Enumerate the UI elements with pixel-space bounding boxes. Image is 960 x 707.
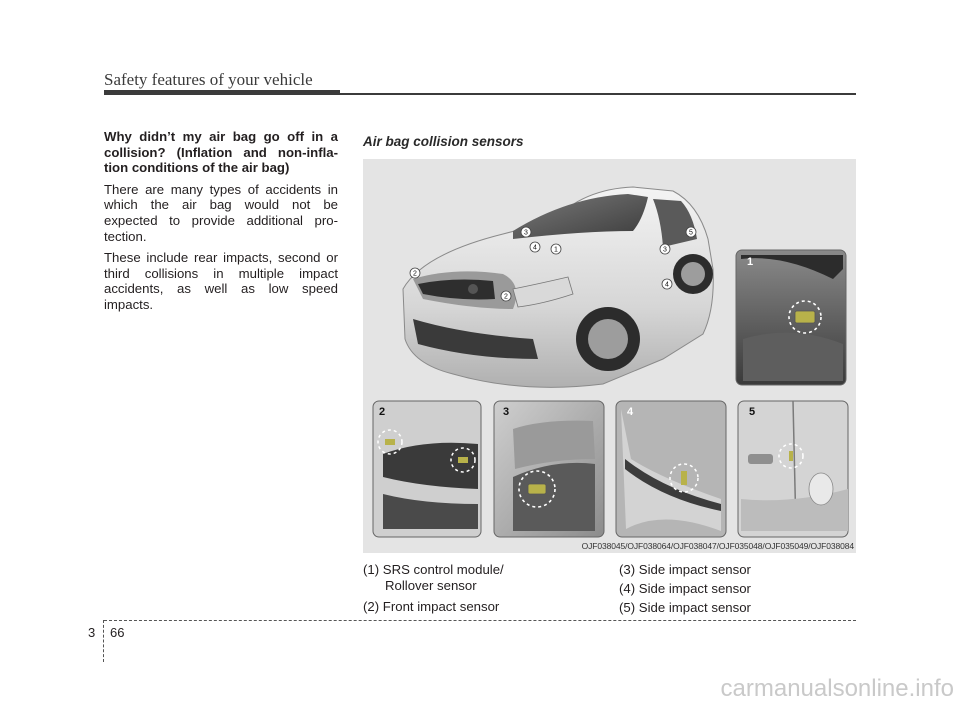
svg-text:5: 5: [749, 406, 756, 418]
legend-item-4: (4) Side impact sensor: [619, 581, 751, 596]
sensor-illustration: [363, 159, 856, 553]
legend-item-1: (1) SRS control module/: [363, 562, 504, 577]
svg-text:4: 4: [627, 406, 634, 418]
header-rule-thin: [340, 93, 856, 95]
svg-text:3: 3: [524, 229, 528, 237]
left-column: [104, 129, 338, 319]
svg-text:3: 3: [503, 406, 510, 418]
faq-paragraph-1: There are many types of accidents in which the air bag would not be expected to provide additional pro- tection.: [104, 181, 338, 244]
page-number: 66: [110, 625, 125, 640]
marker-2-left: [410, 268, 420, 278]
legend-right: [619, 560, 751, 617]
footer-vertical-rule: [103, 620, 104, 662]
faq-paragraph-2: These include rear impacts, second or third collisions in multiple impact accidents, as well as low speed impacts.: [104, 250, 338, 312]
marker-3-hood: [521, 227, 531, 237]
detail-panel-1: [736, 250, 846, 385]
svg-text:4: 4: [533, 244, 537, 252]
detail-panel-2: [373, 401, 481, 537]
marker-2-right: [501, 291, 511, 301]
legend-left: [363, 560, 504, 616]
svg-text:2: 2: [504, 293, 508, 301]
svg-text:2: 2: [413, 270, 417, 278]
marker-4-hood: [530, 242, 540, 252]
sensor-illustration-graphic: [363, 159, 856, 553]
section-title: Air bag collision sensors: [363, 134, 524, 149]
legend-item-2: (2) Front impact sensor: [363, 599, 500, 614]
marker-3-side: [660, 244, 670, 254]
legend-item-1-cont: Rollover sensor: [385, 578, 477, 593]
svg-text:3: 3: [663, 246, 667, 254]
watermark-text: carmanualsonline.info: [720, 675, 954, 702]
svg-text:5: 5: [689, 229, 693, 237]
image-code: OJF038045/OJF038064/OJF038047/OJF035048/OJF035049/OJF038084: [581, 541, 854, 551]
header-rule-thick: [104, 90, 340, 95]
chapter-number: 3: [88, 625, 96, 640]
faq-question: Why didn’t my air bag go off in a collision? (Inflation and non-infla- tion conditions of the air bag): [104, 129, 338, 176]
marker-4-side: [662, 279, 672, 289]
legend-item-5: (5) Side impact sensor: [619, 600, 751, 615]
svg-text:4: 4: [665, 281, 669, 289]
legend-item-3: (3) Side impact sensor: [619, 562, 751, 577]
footer-rule: [104, 620, 856, 621]
detail-panel-4: [616, 401, 726, 537]
page-header-title: Safety features of your vehicle: [104, 70, 313, 89]
detail-panel-3: [494, 401, 604, 537]
svg-text:1: 1: [554, 246, 558, 254]
marker-1-hood: [551, 244, 561, 254]
marker-5-side: [686, 227, 696, 237]
svg-text:1: 1: [747, 256, 754, 268]
svg-text:2: 2: [379, 406, 386, 418]
detail-panel-5: [738, 401, 848, 537]
